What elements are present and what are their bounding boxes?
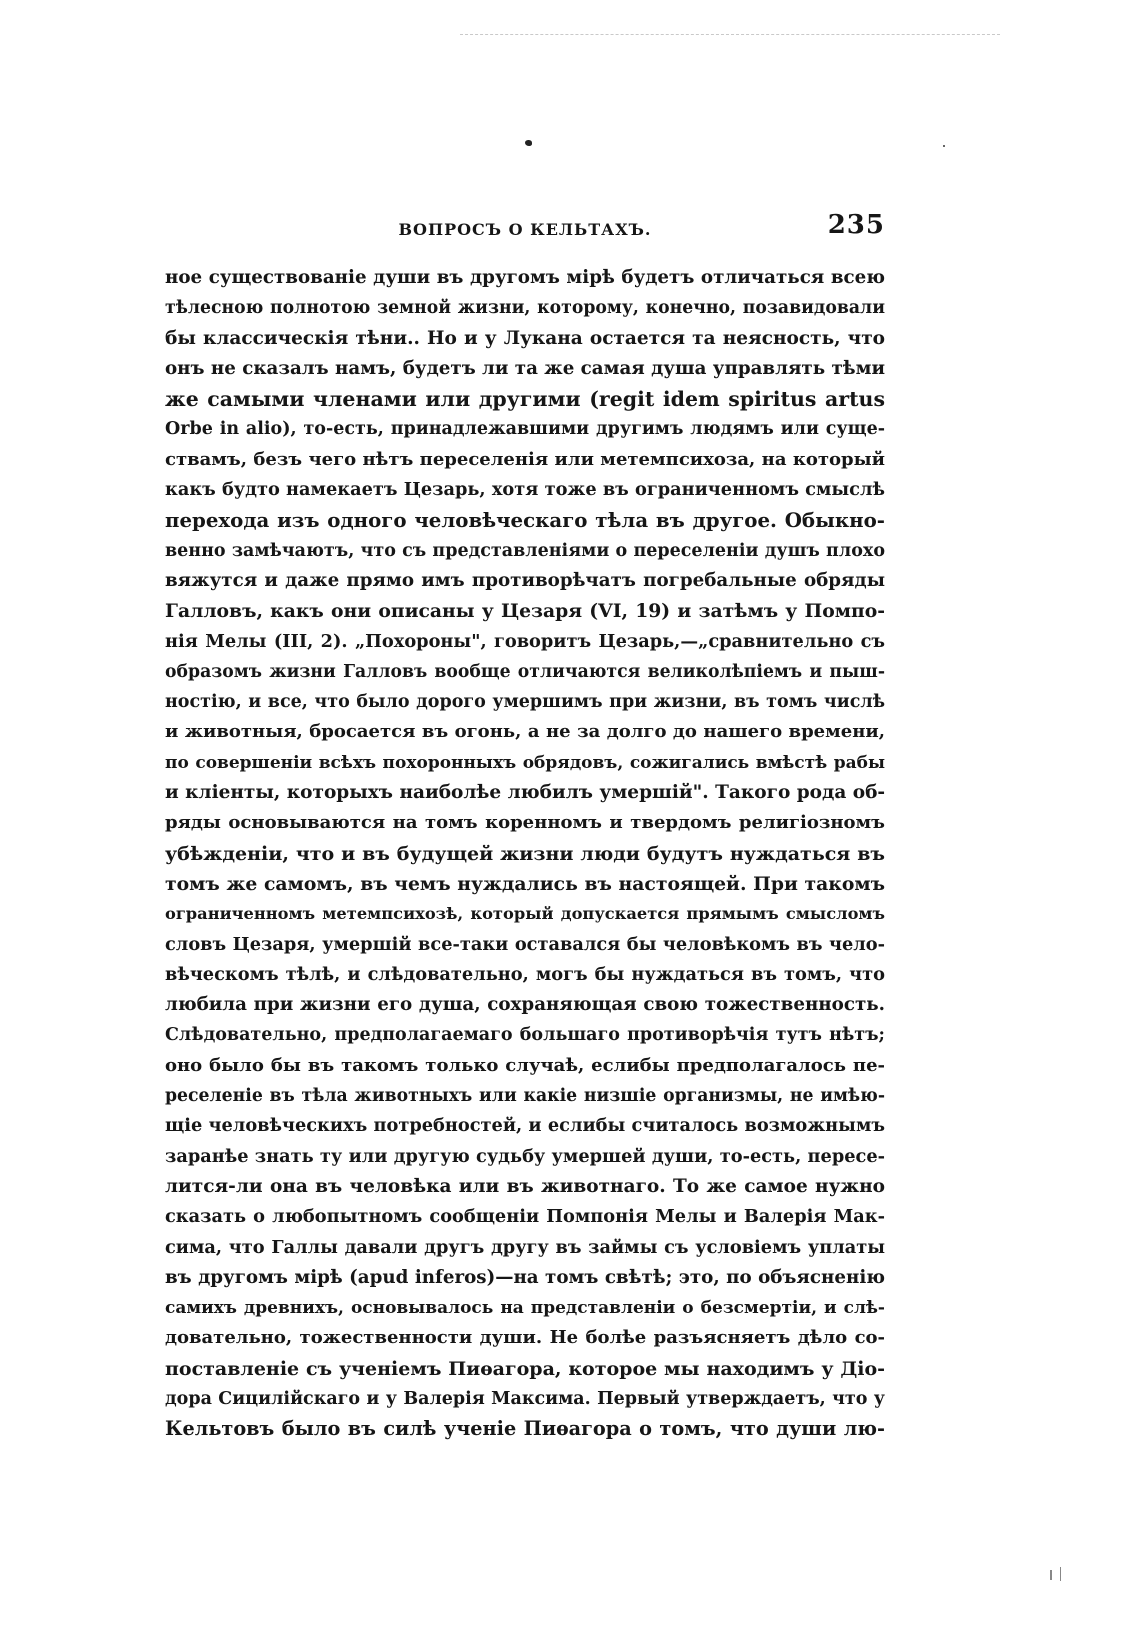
running-head: ВОПРОСЪ О КЕЛЬТАХЪ.	[398, 220, 652, 239]
text-line: по совершеніи всѣхъ похоронныхъ обрядовъ, сожигались вмѣстѣ рабы	[165, 752, 885, 773]
text-line: венно замѣчаютъ, что съ представленіями о переселеніи душъ плохо	[165, 540, 885, 561]
scan-artifact-tick	[1050, 1570, 1052, 1580]
text-line: самихъ древнихъ, основывалось на представленіи о безсмертіи, и слѣ-	[165, 1298, 885, 1319]
text-line: ное существованіе души въ другомъ мірѣ будетъ отличаться всею	[165, 267, 885, 288]
text-line: сказать о любопытномъ сообщеніи Помпонія Мелы и Валерія Мак-	[165, 1206, 885, 1228]
text-line: ограниченномъ метемпсихозѣ, который допускается прямымъ смысломъ	[165, 904, 885, 924]
text-line: бы классическія тѣни.. Но и у Лукана остается та неясность, что	[165, 327, 885, 349]
scan-artifact-mark	[525, 140, 532, 146]
text-line: заранѣе знать ту или другую судьбу умершей души, то-есть, пересе-	[165, 1145, 885, 1167]
text-line: ряды основываются на томъ коренномъ и твердомъ религіозномъ	[165, 812, 885, 834]
text-line: щіе человѣческихъ потребностей, и еслибы считалось возможнымъ	[165, 1115, 885, 1137]
text-line: дора Сицилійскаго и у Валерія Максима. Первый утверждаетъ, что у	[165, 1388, 885, 1409]
page-header	[165, 210, 885, 246]
text-line: словъ Цезаря, умершій все-таки оставался бы человѣкомъ въ чело-	[165, 933, 885, 955]
text-line: Галловъ, какъ они описаны у Цезаря (VI, 19) и затѣмъ у Помпо-	[165, 600, 885, 623]
text-line: въ другомъ мірѣ (apud inferos)—на томъ свѣтѣ; это, по объясненію	[165, 1266, 885, 1288]
text-line: тѣлесною полнотою земной жизни, которому, конечно, позавидовали	[165, 298, 885, 319]
text-line: поставленіе съ ученіемъ Пиѳагора, которое мы находимъ у Діо-	[165, 1357, 885, 1380]
body-text	[165, 263, 885, 1445]
text-line: Слѣдовательно, предполагаемаго большаго противорѣчія тутъ нѣтъ;	[165, 1025, 885, 1046]
text-line: и животныя, бросается въ огонь, а не за долго до нашего времени,	[165, 721, 885, 743]
text-line: Кельтовъ было въ силѣ ученіе Пиѳагора о томъ, что души лю-	[165, 1417, 885, 1441]
scan-artifact-dot	[943, 145, 945, 147]
text-line: какъ будто намекаетъ Цезарь, хотя тоже въ ограниченномъ смыслѣ	[165, 479, 885, 501]
text-line: оно было бы въ такомъ только случаѣ, еслибы предполагалось пе-	[165, 1054, 885, 1076]
scan-artifact-rule	[460, 34, 1000, 35]
text-line: лится-ли она въ человѣка или въ животнаго. То же самое нужно	[165, 1175, 885, 1197]
text-line: довательно, тожественности души. Не болѣе разъясняетъ дѣло со-	[165, 1327, 885, 1349]
text-line: и кліенты, которыхъ наиболѣе любилъ умершій". Такого рода об-	[165, 782, 886, 804]
text-line: образомъ жизни Галловъ вообще отличаются великолѣпіемъ и пыш-	[165, 661, 885, 682]
text-line: Orbe in alio), то-есть, принадлежавшими другимъ людямъ или суще-	[165, 419, 885, 440]
text-line: сима, что Галлы давали другъ другу въ займы съ условіемъ уплаты	[165, 1236, 885, 1258]
text-line: ностію, и все, что было дорого умершимъ при жизни, въ томъ числѣ	[165, 692, 885, 713]
scan-artifact-tick	[1060, 1567, 1061, 1581]
text-line: онъ не сказалъ намъ, будетъ ли та же самая душа управлять тѣми	[165, 357, 886, 379]
text-line: реселеніе въ тѣла животныхъ или какіе низшіе организмы, не имѣю-	[165, 1086, 885, 1107]
text-line: вяжутся и даже прямо имъ противорѣчатъ погребальные обряды	[165, 569, 885, 591]
text-line: ствамъ, безъ чего нѣтъ переселенія или метемпсихоза, на который	[165, 448, 885, 470]
text-line: нія Мелы (III, 2). „Похороны", говоритъ Цезарь,—„сравнительно съ	[165, 630, 885, 652]
page-number: 235	[827, 210, 885, 240]
text-line: же самыми членами или другими (regit idem spiritus artus	[165, 387, 885, 412]
text-line: томъ же самомъ, въ чемъ нуждались въ настоящей. При такомъ	[165, 872, 885, 895]
text-line: убѣжденіи, что и въ будущей жизни люди будутъ нуждаться въ	[165, 842, 885, 865]
text-line: любила при жизни его душа, сохраняющая свою тожественность.	[165, 994, 885, 1016]
text-line: вѣческомъ тѣлѣ, и слѣдовательно, могъ бы нуждаться въ томъ, что	[165, 963, 885, 985]
text-line: перехода изъ одного человѣческаго тѣла въ другое. Обыкно-	[165, 508, 885, 533]
